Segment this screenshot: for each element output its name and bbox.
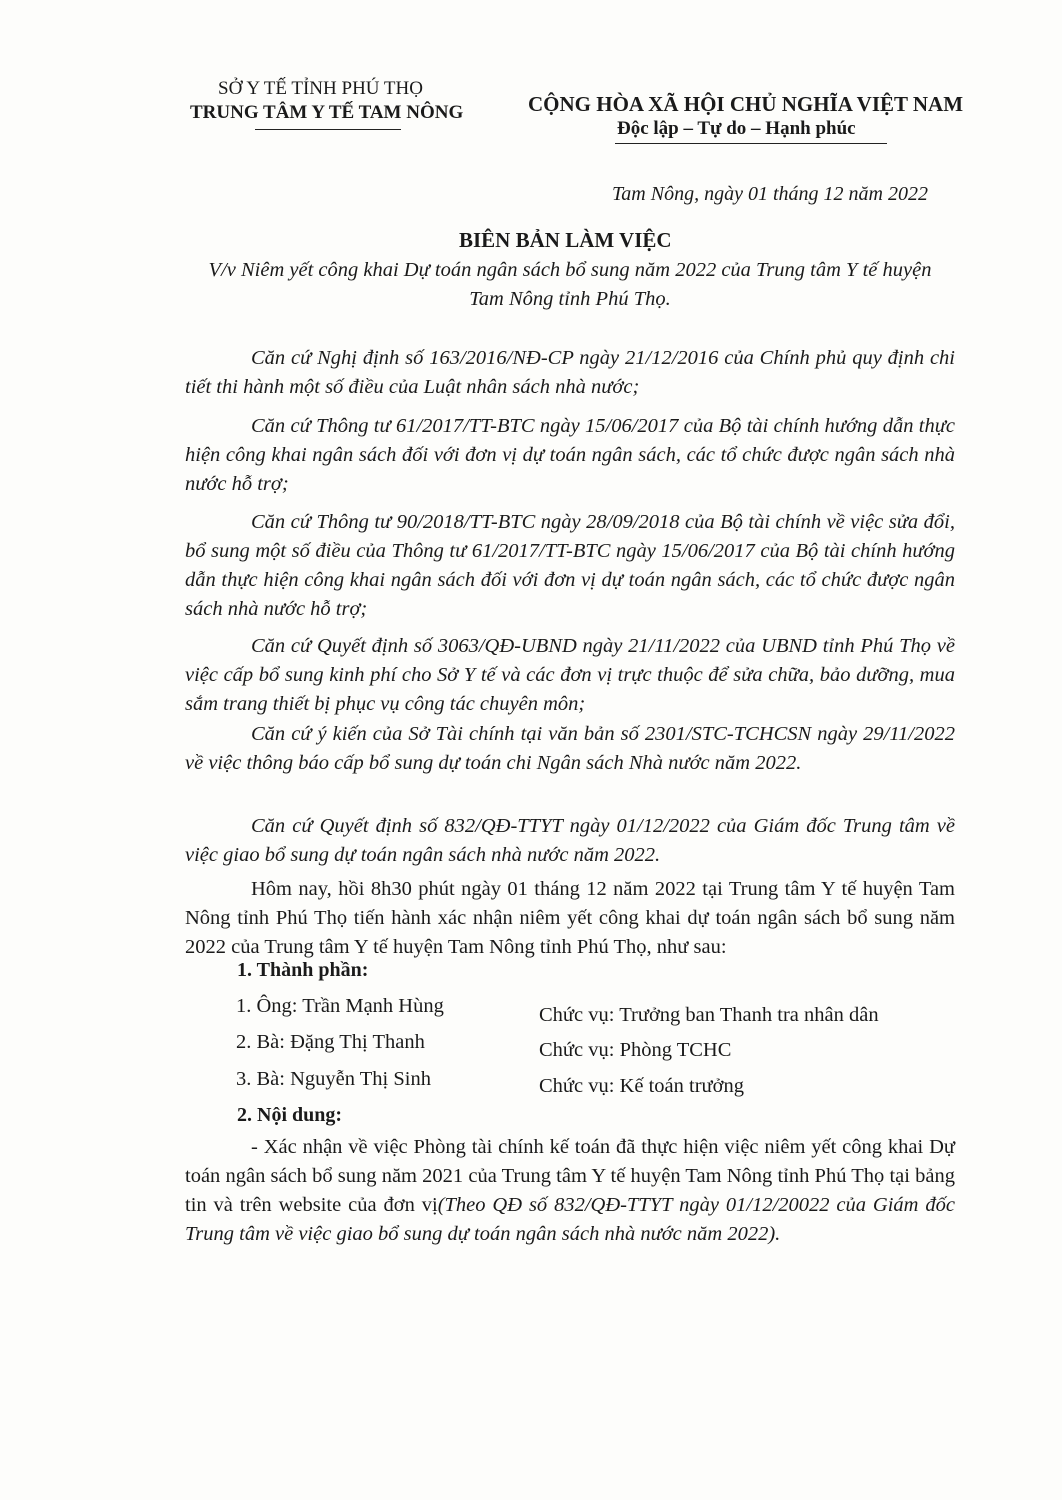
- content-reference: (Theo QĐ số 832/QĐ-TTYT ngày 01/12/20022 của Giám đốc Trung tâm về việc giao bổ sung dự toán ngân sách nhà nước năm 2022).: [185, 1194, 955, 1245]
- member-name: 1. Ông: Trần Mạnh Hùng: [236, 995, 444, 1017]
- basis-paragraph: Căn cứ ý kiến của Sở Tài chính tại văn bản số 2301/STC-TCHCSN ngày 29/11/2022 về việc thông báo cấp bổ sung dự toán chi Ngân sách Nhà nước năm 2022.: [185, 723, 955, 774]
- motto: Độc lập – Tự do – Hạnh phúc: [617, 118, 856, 139]
- basis-paragraph: Căn cứ Thông tư 61/2017/TT-BTC ngày 15/06/2017 của Bộ tài chính hướng dẫn thực hiện công khai ngân sách đối với đơn vị dự toán ngân sách, các tổ chức được ngân sách nhà nước hỗ trợ;: [185, 415, 955, 495]
- basis-paragraph: Căn cứ Thông tư 90/2018/TT-BTC ngày 28/09/2018 của Bộ tài chính về việc sửa đổi, bổ sung một số điều của Thông tư 61/2017/TT-BTC ngày 15/06/2017 của Bộ tài chính hướng dẫn thực hiện công khai ngân sách đối với đơn vị dự toán ngân sách, các tổ chức được ngân sách nhà nước hỗ trợ;: [185, 511, 955, 620]
- intro-paragraph: Hôm nay, hồi 8h30 phút ngày 01 tháng 12 năm 2022 tại Trung tâm Y tế huyện Tam Nông tỉnh Phú Thọ tiến hành xác nhận niêm yết công khai dự toán ngân sách bổ sung năm 2022 của Trung tâm Y tế huyện Tam Nông tỉnh Phú Thọ, như sau:: [185, 878, 955, 958]
- member-position: Chức vụ: Kế toán trưởng: [539, 1075, 744, 1097]
- content-main-text: - Xác nhận về việc Phòng tài chính kế toán đã thực hiện việc niêm yết công khai Dự toán ngân sách bổ sung năm 2021 của Trung tâm Y tế huyện Tam Nông tỉnh Phú Thọ tại bảng tin và trên website của đơn vị: [185, 1136, 955, 1216]
- nation-title: CỘNG HÒA XÃ HỘI CHỦ NGHĨA VIỆT NAM: [528, 92, 964, 116]
- member-position: Chức vụ: Phòng TCHC: [539, 1039, 732, 1061]
- motto-underline: [615, 143, 887, 144]
- org-name: TRUNG TÂM Y TẾ TAM NÔNG: [190, 102, 464, 123]
- section-1-title: 1. Thành phần:: [237, 959, 369, 981]
- basis-paragraph: Căn cứ Quyết định số 832/QĐ-TTYT ngày 01/12/2022 của Giám đốc Trung tâm về việc giao bổ sung dự toán ngân sách nhà nước năm 2022.: [185, 815, 955, 866]
- section-2-title: 2. Nội dung:: [237, 1104, 343, 1126]
- org-parent: SỞ Y TẾ TỈNH PHÚ THỌ: [218, 78, 423, 99]
- content-paragraph: [185, 1133, 955, 1249]
- member-position: Chức vụ: Trưởng ban Thanh tra nhân dân: [539, 1004, 879, 1026]
- basis-paragraph: Căn cứ Nghị định số 163/2016/NĐ-CP ngày 21/12/2016 của Chính phủ quy định chi tiết thi hành một số điều của Luật nhân sách nhà nước;: [185, 347, 955, 398]
- member-name: 2. Bà: Đặng Thị Thanh: [236, 1031, 425, 1053]
- basis-paragraph: Căn cứ Quyết định số 3063/QĐ-UBND ngày 21/11/2022 của UBND tỉnh Phú Thọ về việc cấp bổ sung kinh phí cho Sở Y tế và các đơn vị trực thuộc để sửa chữa, bảo dưỡng, mua sắm trang thiết bị phục vụ công tác chuyên môn;: [185, 635, 955, 715]
- document-subtitle: V/v Niêm yết công khai Dự toán ngân sách bổ sung năm 2022 của Trung tâm Y tế huyện Tam Nông tỉnh Phú Thọ.: [208, 259, 932, 310]
- org-underline: [255, 129, 401, 130]
- member-name: 3. Bà: Nguyễn Thị Sinh: [236, 1068, 431, 1090]
- document-title: BIÊN BẢN LÀM VIỆC: [459, 228, 672, 252]
- date-line: Tam Nông, ngày 01 tháng 12 năm 2022: [612, 183, 928, 205]
